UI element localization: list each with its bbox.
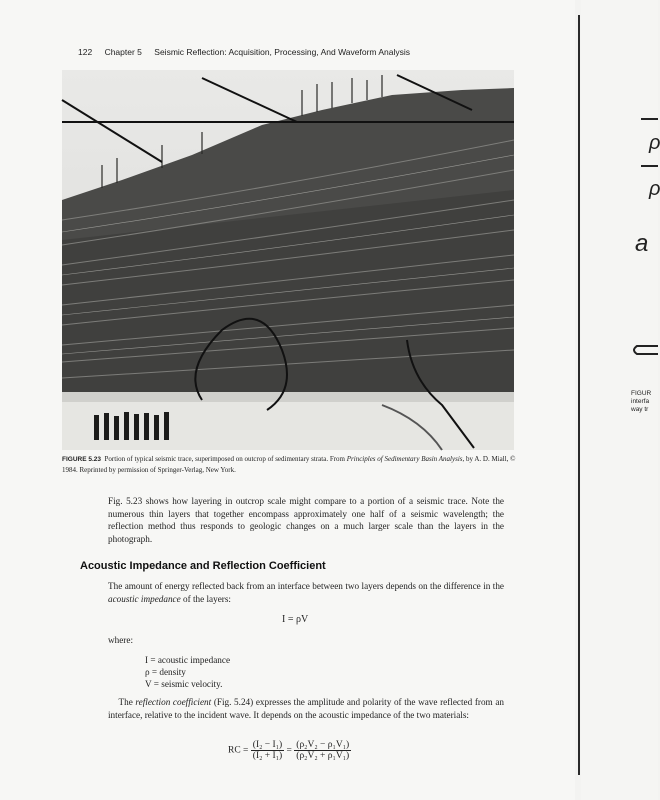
chapter-title: Seismic Reflection: Acquisition, Processing, And Waveform Analysis <box>154 47 411 57</box>
adjacent-glyph-1: ρ <box>649 132 660 154</box>
figure-label: FIGURE 5.23 <box>62 456 102 463</box>
adjacent-caption-line-3: way tr <box>631 406 649 413</box>
adjacent-rule-1 <box>641 118 658 120</box>
rc-equation <box>228 740 351 761</box>
rc-fraction-1-numerator: (I₂ − I₁) <box>252 740 283 750</box>
rc-text-pre: The <box>118 697 136 707</box>
adjacent-rule-2 <box>641 165 658 167</box>
impedance-term: acoustic impedance <box>108 593 181 604</box>
rc-text-post: (Fig. 5.24) expresses the amplitude and polarity of the wave reflected from an interface, relative to the incident wave. It depends on the acoustic impedance of the two materials: <box>108 697 504 720</box>
rc-lhs: RC = <box>228 745 249 756</box>
caption-text: Portion of typical seismic trace, superimposed on outcrop of sedimentary strata. From <box>104 455 347 463</box>
section-heading: Acoustic Impedance and Reflection Coefficient <box>80 560 326 572</box>
figure-caption <box>62 454 518 475</box>
caption-credit: by A. D. Miall, © 1984. Reprinted by permission of Springer-Verlag, New York. <box>62 455 516 474</box>
rc-fraction-2-numerator: (ρ₂V₂ − ρ₁V₁) <box>296 740 350 750</box>
rc-term: reflection coefficient <box>135 697 212 707</box>
rc-fraction-1-denominator: (I₂ + I₁) <box>252 751 283 761</box>
caption-source-title: Principles of Sedimentary Basin Analysis, <box>346 455 465 463</box>
adjacent-glyph-3: a <box>635 230 649 257</box>
intro-paragraph: Fig. 5.23 shows how layering in outcrop scale might compare to a portion of a seismic trace. Note the numerous thin layers that together encompass approximately one half of a seismic wavelength; the reflection method thus responds to geologic changes on a much larger scale than the layers in the photograph. <box>108 496 504 544</box>
outcrop-photo <box>62 70 514 450</box>
where-label: where: <box>108 635 133 645</box>
definition-velocity: V = seismic velocity. <box>145 679 223 689</box>
rc-fraction-2 <box>294 740 351 761</box>
impedance-text-pre: The amount of energy reflected back from an interface between two layers depends on the difference in the <box>108 581 504 591</box>
adjacent-glyph-2: ρ <box>649 178 660 200</box>
adjacent-caption-line-2: interfa <box>631 398 650 405</box>
adjacent-caption-line-1: FIGUR <box>631 390 652 397</box>
page-gutter <box>578 15 580 775</box>
impedance-paragraph <box>108 580 504 605</box>
rc-equals: = <box>286 745 292 756</box>
impedance-equation: I = ρV <box>282 614 309 625</box>
page-number: 122 <box>78 47 93 57</box>
running-head <box>78 47 518 57</box>
impedance-text-post: of the layers: <box>180 593 231 604</box>
adjacent-arrow-shape <box>631 340 658 360</box>
rc-fraction-2-denominator: (ρ₂V₂ + ρ₁V₁) <box>296 751 350 761</box>
adjacent-caption <box>631 390 651 414</box>
adjacent-page-fragment <box>581 0 658 800</box>
definition-density: ρ = density <box>145 667 186 677</box>
chapter-label: Chapter 5 <box>104 47 142 57</box>
rc-paragraph <box>108 696 504 721</box>
rc-fraction-1 <box>251 740 284 761</box>
definition-impedance: I = acoustic impedance <box>145 655 231 665</box>
